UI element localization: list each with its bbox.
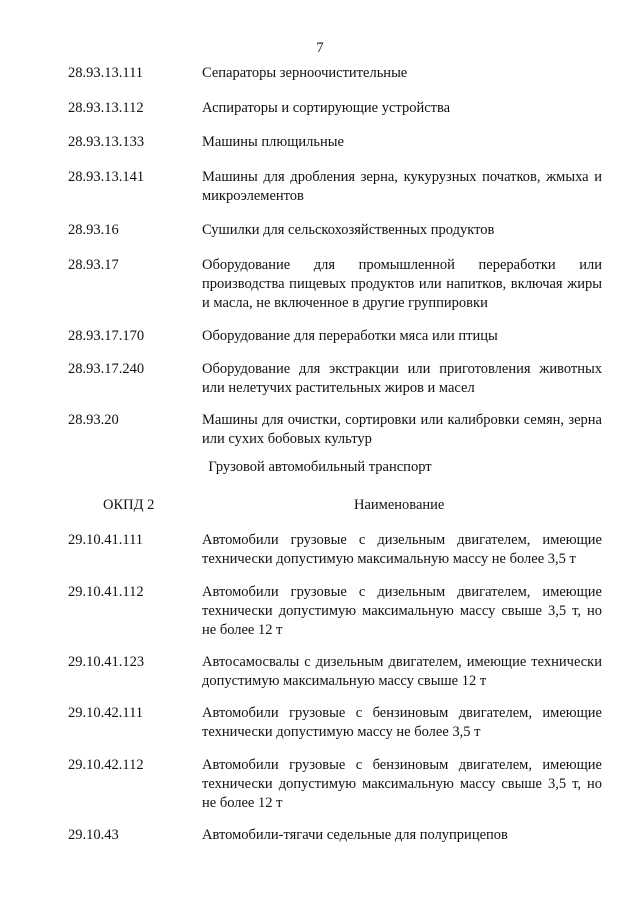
okpd-code: 29.10.41.111 [68, 532, 144, 548]
item-name: Машины для дробления зерна, кукурузных початков, жмыха и микроэлементов [202, 169, 602, 204]
item-name: Аспираторы и сортирующие устройства [202, 100, 451, 116]
okpd-code: 28.93.17 [68, 257, 119, 273]
okpd-code: 29.10.42.111 [68, 705, 144, 721]
okpd-code: 29.10.41.112 [68, 584, 144, 600]
column-header-name: Наименование [354, 497, 445, 513]
item-name: Оборудование для промышленной переработки или производства пищевых продуктов или напитков, включая жиры и масла, не включенное в другие группировки [202, 257, 602, 311]
section-title: Грузовой автомобильный транспорт [208, 459, 432, 475]
item-name: Автомобили грузовые с дизельным двигателем, имеющие технически допустимую максимальную массу свыше 3,5 т, но не более 12 т [202, 584, 602, 638]
item-name: Машины для очистки, сортировки или калибровки семян, зерна или сухих бобовых культур [202, 412, 602, 447]
item-name: Оборудование для экстракции или приготовления животных или нелетучих растительных жиров и масел [202, 361, 602, 396]
item-name: Автомобили грузовые с дизельным двигателем, имеющие технически допустимую максимальную массу не более 3,5 т [202, 532, 602, 567]
okpd-code: 28.93.17.240 [68, 361, 145, 377]
okpd-code: 28.93.16 [68, 222, 119, 238]
item-name: Автомобили грузовые с бензиновым двигателем, имеющие технически допустимую максимальную массу свыше 3,5 т, но не более 12 т [202, 757, 602, 811]
item-name: Автомобили-тягачи седельные для полуприцепов [202, 827, 508, 843]
item-name: Сепараторы зерноочистительные [202, 65, 408, 81]
item-name: Машины плющильные [202, 134, 344, 150]
okpd-code: 28.93.17.170 [68, 328, 145, 344]
item-name: Оборудование для переработки мяса или птицы [202, 328, 498, 344]
okpd-code: 28.93.13.111 [68, 65, 144, 81]
page-number: 7 [316, 40, 324, 56]
okpd-code: 29.10.41.123 [68, 654, 145, 670]
okpd-code: 28.93.13.141 [68, 169, 145, 185]
okpd-code: 28.93.13.133 [68, 134, 145, 150]
item-name: Сушилки для сельскохозяйственных продуктов [202, 222, 495, 238]
item-name: Автомобили грузовые с бензиновым двигателем, имеющие технически допустимую массу не более 3,5 т [202, 705, 602, 740]
okpd-code: 29.10.43 [68, 827, 119, 843]
okpd-code: 28.93.20 [68, 412, 119, 428]
item-name: Автосамосвалы с дизельным двигателем, имеющие технически допустимую максимальную массу свыше 12 т [202, 654, 602, 689]
okpd-code: 29.10.42.112 [68, 757, 144, 773]
column-header-code: ОКПД 2 [103, 497, 155, 513]
okpd-code: 28.93.13.112 [68, 100, 144, 116]
